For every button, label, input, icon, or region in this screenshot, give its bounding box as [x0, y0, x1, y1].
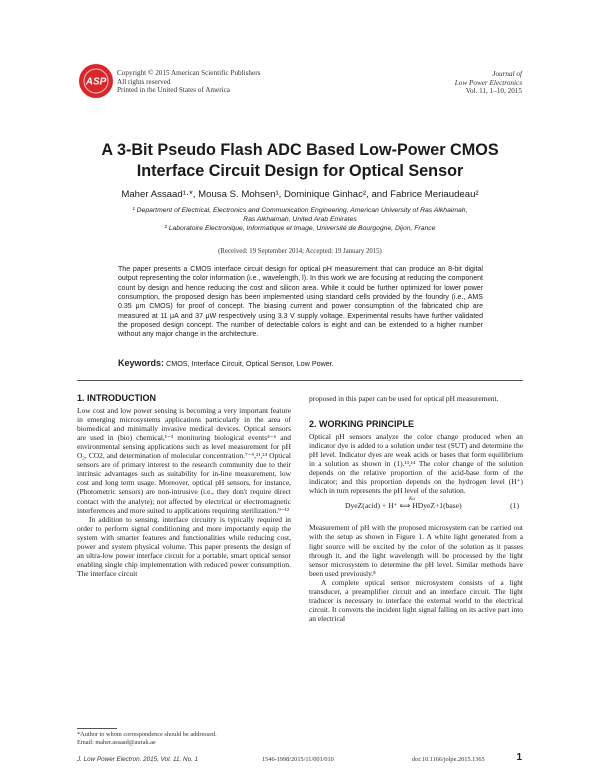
- footer-doi: doi:10.1166/jolpe.2015.1365: [412, 756, 485, 763]
- intro-paragraph-2: In addition to sensing, interface circuitry is typically required in order to perform signal conditioning and more importantly equip the system with smarter features and functionalities while reducing cost, power and system physical volume. This paper presents the design of an ultra-low power interface circuit for a portable, smart optical sensor enabling single chip implementation with reduced power consumption. The interface circuit: [77, 514, 291, 578]
- principle-paragraph-1: Optical pH sensors analyze the color change produced when an indicator dye is added to a solution under test (SUT) and determine the pH level. Indicator dyes are weak acids or bases that form equilibrium in a solution as shown in (1).¹³,¹⁴ The color change of the solution depends on the relative proportion of the acid-base form of the indicator; and this proportion depends on the hydrogen level (H⁺) which in turn represents the pH level of the solution.: [309, 432, 523, 496]
- section-divider: [77, 380, 523, 381]
- working-principle-heading: 2. WORKING PRINCIPLE: [309, 419, 415, 430]
- journal-volume: Vol. 11, 1–10, 2015: [465, 87, 522, 96]
- intro-heading: 1. INTRODUCTION: [77, 393, 157, 403]
- publisher-logo: [78, 63, 114, 99]
- equation-1: [309, 497, 523, 515]
- keywords-label: Keywords:: [118, 358, 165, 368]
- title-line-1: A 3-Bit Pseudo Flash ADC Based Low-Power CMOS: [101, 141, 499, 159]
- right-column: [309, 394, 523, 623]
- received-dates: (Received: 19 September 2014; Accepted: 19 January 2015): [218, 248, 382, 255]
- equation-number: (1): [510, 501, 519, 511]
- intro-continuation: proposed in this paper can be used for optical pH measurement.: [309, 394, 499, 403]
- footnote: [77, 731, 217, 747]
- title-line-2: Interface Circuit Design for Optical Sensor: [136, 161, 464, 180]
- keywords-list: CMOS, Interface Circuit, Optical Sensor, Low Power.: [166, 359, 334, 368]
- footnote-author: *Author to whom correspondence should be addressed.: [77, 731, 217, 738]
- printed-line: Printed in the United States of America: [117, 86, 230, 95]
- footer-citation: J. Low Power Electron. 2015, Vol. 11, No. 1: [77, 756, 199, 763]
- affiliation-1-cont: Ras Alkhaimah, United Arab Emirates: [243, 215, 357, 223]
- rights-line: All rights reserved: [117, 77, 171, 86]
- footnote-rule: [77, 728, 117, 729]
- principle-paragraph-3: A complete optical sensor microsystem consists of a light transducer, a preamplifier circuit and an interface circuit. The light traducer is necessary to interface the external world to the electrical circuit. It converts the incident light signal falling on its active part into an electrical: [309, 577, 523, 623]
- journal-info: [402, 70, 522, 96]
- paper-title: [60, 140, 540, 181]
- logo-text: ASP: [85, 76, 107, 88]
- keywords: [118, 358, 518, 368]
- affiliation-2: ² Laboratoire Electronique, Informatique et Image, Université de Bourgogne, Dijon, France: [164, 224, 436, 232]
- abstract: The paper presents a CMOS interface circuit design for optical pH measurement that can produce an 8-bit digital output representing the color information (i.e., wavelength, l). In this work we are focusing at reducing the component count by design and hence reducing the cost and silicon area. While it could be further optimized for lower power consumption, the proposed design has been implemented using standard cells provided by the foundry (i.e., AMS 0.35 μm CMOS) for proof of concept. The biasing current and power consumption of the fabricated chip are measured at 11 μA and 37 μW respectively using 3.3 V supply voltage. Experimental results have further validated the proposed design concept. The number of detectable colors is eight and can be extended to a higher number without any major change in the architecture.: [118, 266, 483, 339]
- affiliation-1: ¹ Department of Electrical, Electronics and Communication Engineering, American University of Ras Alkhaimah,: [132, 207, 468, 214]
- equation-ka-label: Ka: [409, 497, 415, 503]
- intro-paragraph-1: Low cost and low power sensing is becoming a very important feature in emerging microsystems applications particularly in the area of biomedical and minimally invasive medical devices. Optical sensors are used in (bio) chemical,¹⁻³ monitoring biological events⁴⁻⁶ and environmental sensing applications such as level measurement for pH O₂, CO2, and determination of molecular concentration.⁷⁻⁹,²¹,²⁴ Optical sensors are of primary interest to the research community due to their intrinsic advantages such as suitability for in-line measurement, low cost and long term usage. Moreover, optical pH sensors, for instance, (Photometric sensors) are non-intrusive (i.e., they don't require direct contact with the analyte); not affected by electrical or electromagnetic interferences and more suited to applications requiring sterilization.⁹⁻¹²: [77, 406, 291, 515]
- journal-name: Low Power Electronics: [454, 78, 522, 87]
- footnote-email: Email: maher.assaad@aurak.ae: [77, 739, 156, 746]
- author-list: Maher Assaad¹·*, Mousa S. Mohsen¹, Dominique Ginhac², and Fabrice Meriaudeau²: [121, 189, 479, 200]
- affiliations: [70, 207, 530, 233]
- footer-issn: 1546-1998/2015/11/001/010: [262, 756, 334, 763]
- principle-paragraph-2: Measurement of pH with the proposed microsystem can be carried out with the setup as shown in Figure 1. A white light generated from a light source will be excited by the color of the solution as it passes through it, and the light wavelength will be processed by the light sensor microsystem to determine the pH level. Similar methods have been used previously.⁸: [309, 523, 523, 578]
- left-column: [77, 394, 291, 578]
- copyright-block: [117, 69, 260, 95]
- copyright-line: Copyright © 2015 American Scientific Publishers: [117, 69, 261, 77]
- journal-of: Journal of: [492, 70, 522, 78]
- equation-expression: DyeZ(acid) + H⁺ ⟺ HDyeZ+1(base): [345, 501, 462, 511]
- page-number: 1: [516, 752, 522, 763]
